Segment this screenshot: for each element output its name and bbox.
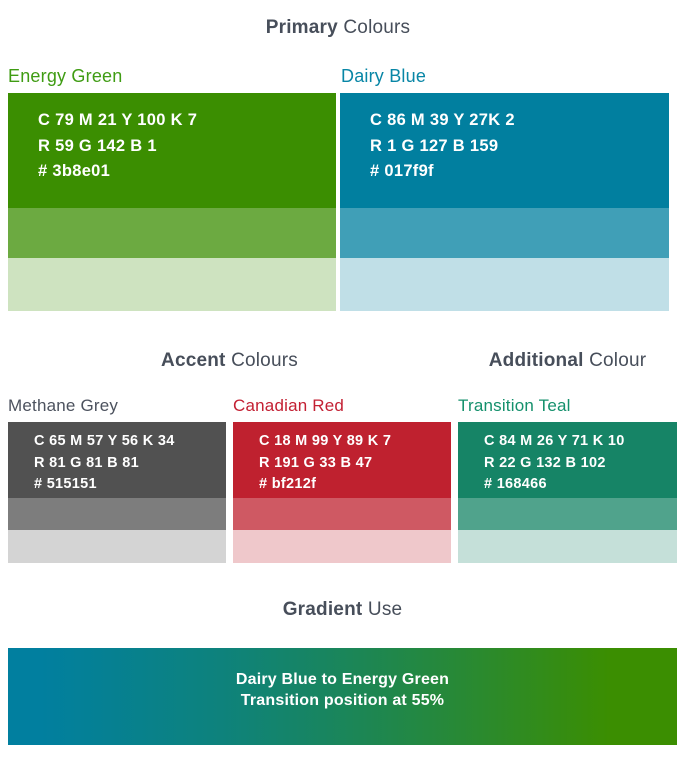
hex-value: # 515151 — [34, 476, 97, 492]
hex-value: # 017f9f — [370, 162, 434, 180]
cmyk-value: C 86 M 39 Y 27K 2 — [370, 111, 515, 129]
cmyk-value: C 65 M 57 Y 56 K 34 — [34, 433, 175, 449]
methane-grey-tint-75 — [8, 498, 226, 530]
rgb-value: R 1 G 127 B 159 — [370, 136, 499, 155]
cmyk-value: C 84 M 26 Y 71 K 10 — [484, 433, 625, 449]
gradient-use-heading — [8, 599, 677, 621]
canadian-red-swatch — [233, 422, 451, 498]
cmyk-value: C 18 M 99 Y 89 K 7 — [259, 433, 392, 449]
heading-regular-text: Colours — [337, 17, 411, 38]
methane-grey-tint-25 — [8, 530, 226, 563]
transition-teal-swatch — [458, 422, 677, 498]
gradient-description-line1: Dairy Blue to Energy Green — [235, 670, 450, 688]
canadian-red-tint-75 — [233, 498, 451, 530]
methane-grey-label: Methane Grey — [8, 396, 119, 415]
hex-value: # 3b8e01 — [38, 162, 111, 180]
dairy-blue-label: Dairy Blue — [341, 66, 427, 86]
heading-regular-text: Use — [362, 599, 403, 620]
methane-grey-swatch — [8, 422, 226, 498]
additional-colour-heading — [458, 350, 677, 372]
gradient-description-line2: Transition position at 55% — [240, 691, 445, 709]
heading-regular-text: Colour — [583, 350, 647, 371]
hex-value: # 168466 — [484, 476, 547, 492]
hex-value: # bf212f — [259, 476, 317, 492]
rgb-value: R 81 G 81 B 81 — [34, 454, 139, 471]
accent-colours-heading — [8, 350, 451, 372]
canadian-red-label: Canadian Red — [233, 396, 345, 415]
transition-teal-tint-25 — [458, 530, 677, 563]
heading-bold-text: Primary — [265, 17, 338, 38]
heading-bold-text: Additional — [488, 350, 584, 371]
cmyk-value: C 79 M 21 Y 100 K 7 — [38, 111, 198, 129]
rgb-value: R 191 G 33 B 47 — [259, 454, 373, 471]
energy-green-tint-25 — [8, 258, 336, 311]
heading-bold-text: Accent — [161, 350, 226, 371]
dairy-blue-swatch — [340, 93, 669, 208]
canadian-red-tint-25 — [233, 530, 451, 563]
dairy-blue-tint-75 — [340, 208, 669, 258]
transition-teal-tint-75 — [458, 498, 677, 530]
energy-green-tint-75 — [8, 208, 336, 258]
energy-green-label: Energy Green — [8, 66, 123, 86]
rgb-value: R 22 G 132 B 102 — [484, 454, 606, 471]
energy-green-swatch — [8, 93, 336, 208]
heading-regular-text: Colours — [225, 350, 298, 371]
heading-bold-text: Gradient — [282, 599, 363, 620]
rgb-value: R 59 G 142 B 1 — [38, 136, 157, 155]
primary-colours-heading — [8, 17, 668, 39]
dairy-blue-tint-25 — [340, 258, 669, 311]
gradient-bar — [8, 648, 677, 745]
transition-teal-label: Transition Teal — [458, 396, 571, 415]
